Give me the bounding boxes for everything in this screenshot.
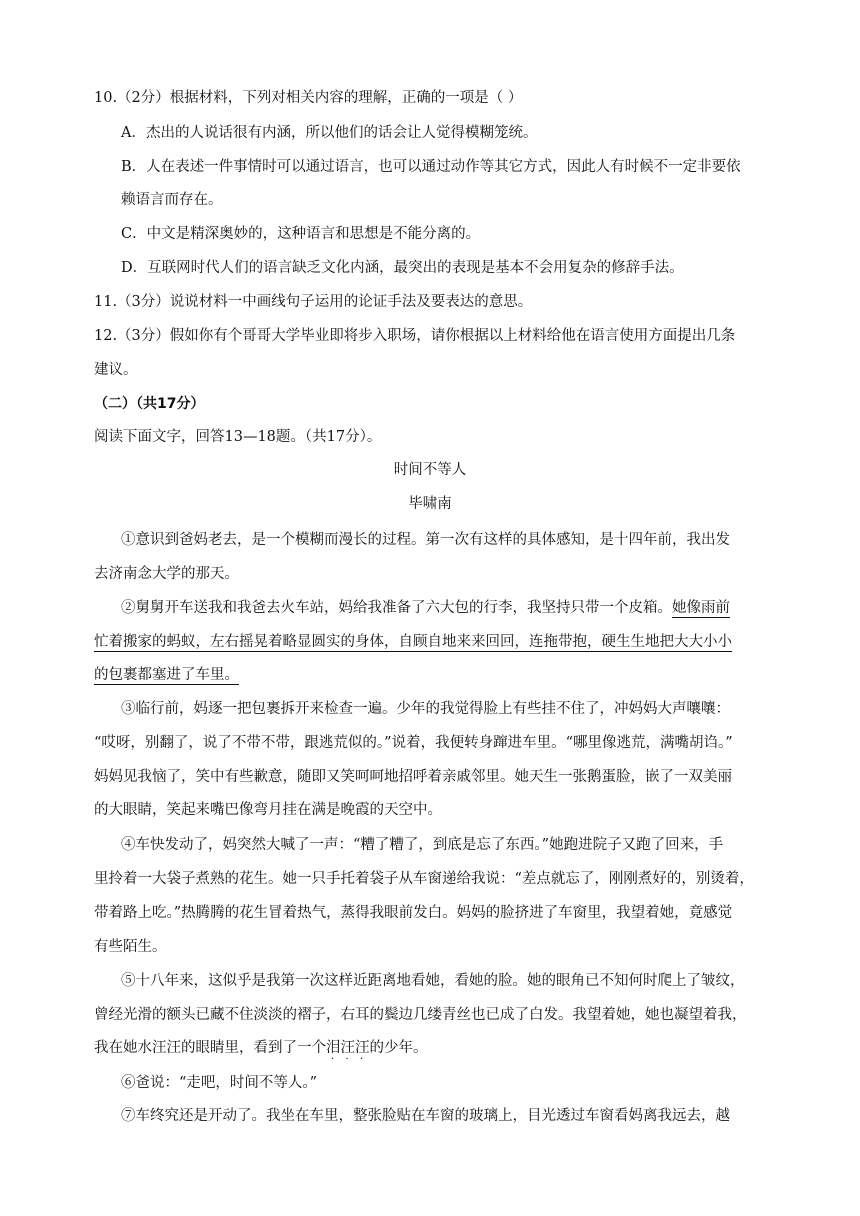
p6-line1: ⑥爸说：“走吧，时间不等人。” (121, 1075, 318, 1091)
q10-option-b-line2: 赖语言而存在。 (121, 192, 223, 208)
p4-line4: 有些陌生。 (94, 939, 167, 955)
emphasis-char-1: 泪 · (326, 1040, 341, 1065)
p2-line2 (0, 632, 860, 652)
p1-line1: ①意识到爸妈老去，是一个模糊而漫长的过程。第一次有这样的具体感知，是十四年前，我出发 (121, 532, 730, 548)
q10-option-b-line1: B．人在表述一件事情时可以通过语言，也可以通过动作等其它方式，因此人有时候不一定非要依 (121, 159, 741, 175)
p4-line3: 带着路上吃。”热腾腾的花生冒着热气，蒸得我眼前发白。妈妈的脸挤进了车窗里，我望着她，竟感觉 (94, 905, 733, 921)
p3-line4: 的大眼睛，笑起来嘴巴像弯月挂在满是晚霞的天空中。 (94, 802, 442, 818)
q11-stem: 11.（3分）说说材料一中画线句子运用的论证手法及要表达的意思。 (94, 294, 533, 310)
p2-underlined-start: 她像雨前 (672, 600, 730, 616)
emphasis-char-2: 汪 · (340, 1040, 355, 1065)
p4-line2: 里拎着一大袋子煮熟的花生。她一只手托着袋子从车窗递给我说：“差点就忘了，刚刚煮好的，别烫着， (94, 871, 754, 887)
p5-line3 (0, 1038, 860, 1065)
p2-line1-plain: ②舅舅开车送我和我爸去火车站，妈给我准备了六大包的行李，我坚持只带一个皮箱。 (121, 600, 672, 616)
p5-line3-post: 的少年。 (369, 1040, 428, 1056)
section-intro: 阅读下面文字，回答13—18题。（共17分）。 (94, 429, 382, 445)
q12-stem-line1: 12.（3分）假如你有个哥哥大学毕业即将步入职场，请你根据以上材料给他在语言使用方面提出几条 (94, 328, 736, 344)
p5-line3-pre: 我在她水汪汪的眼睛里，看到了一个 (94, 1040, 326, 1056)
p3-line2: “哎呀，别翻了，说了不带不带，跟逃荒似的。”说着，我便转身蹿进车里。“哪里像逃荒，满嘴胡诌。” (94, 735, 733, 751)
q10-option-d: D．互联网时代人们的语言缺乏文化内涵，最突出的表现是基本不会用复杂的修辞手法。 (121, 260, 684, 276)
p4-line1: ④车快发动了，妈突然大喊了一声：“糟了糟了，到底是忘了东西。”她跑进院子又跑了回来，手 (121, 837, 724, 853)
section-heading: （二）（共17分） (94, 396, 205, 412)
p5-line1: ⑤十八年来，这似乎是我第一次这样近距离地看她，看她的脸。她的眼角已不知何时爬上了皱纹， (121, 973, 745, 989)
p5-line2: 曾经光滑的额头已藏不住淡淡的褶子，右耳的鬓边几缕青丝也已成了白发。我望着她，她也凝望着我， (94, 1007, 747, 1023)
q10-option-c: C．中文是精深奥妙的，这种语言和思想是不能分离的。 (121, 226, 481, 242)
p2-line1 (0, 598, 860, 618)
p2-line3 (0, 665, 860, 685)
p3-line1: ③临行前，妈逐一把包裹拆开来检查一遍。少年的我觉得脸上有些挂不住了，冲妈妈大声嚷嚷： (121, 701, 730, 717)
p2-underlined-end: 的包裹都塞进了车里。 (94, 667, 239, 683)
p3-line3: 妈妈见我恼了，笑中有些歉意，随即又笑呵呵地招呼着亲戚邻里。她天生一张鹅蛋脸，嵌了一双美丽 (94, 769, 732, 785)
article-author: 毕啸南 (408, 496, 452, 512)
q12-stem-line2: 建议。 (94, 362, 138, 378)
q10-stem: 10.（2分）根据材料，下列对相关内容的理解，正确的一项是（ ） (94, 90, 523, 106)
p2-underlined-mid: 忙着搬家的蚂蚁，左右摇晃着略显圆实的身体，自顾自地来来回回，连拖带抱，硬生生地把大大小小 (94, 634, 732, 650)
q10-option-a: A．杰出的人说话很有内涵，所以他们的话会让人觉得模糊笼统。 (121, 125, 538, 141)
p1-line2: 去济南念大学的那天。 (94, 566, 239, 582)
p7-line1: ⑦车终究还是开动了。我坐在车里，整张脸贴在车窗的玻璃上，目光透过车窗看妈离我远去，越 (121, 1108, 730, 1124)
article-title: 时间不等人 (393, 462, 467, 478)
emphasis-char-3: 汪 · (355, 1040, 370, 1065)
